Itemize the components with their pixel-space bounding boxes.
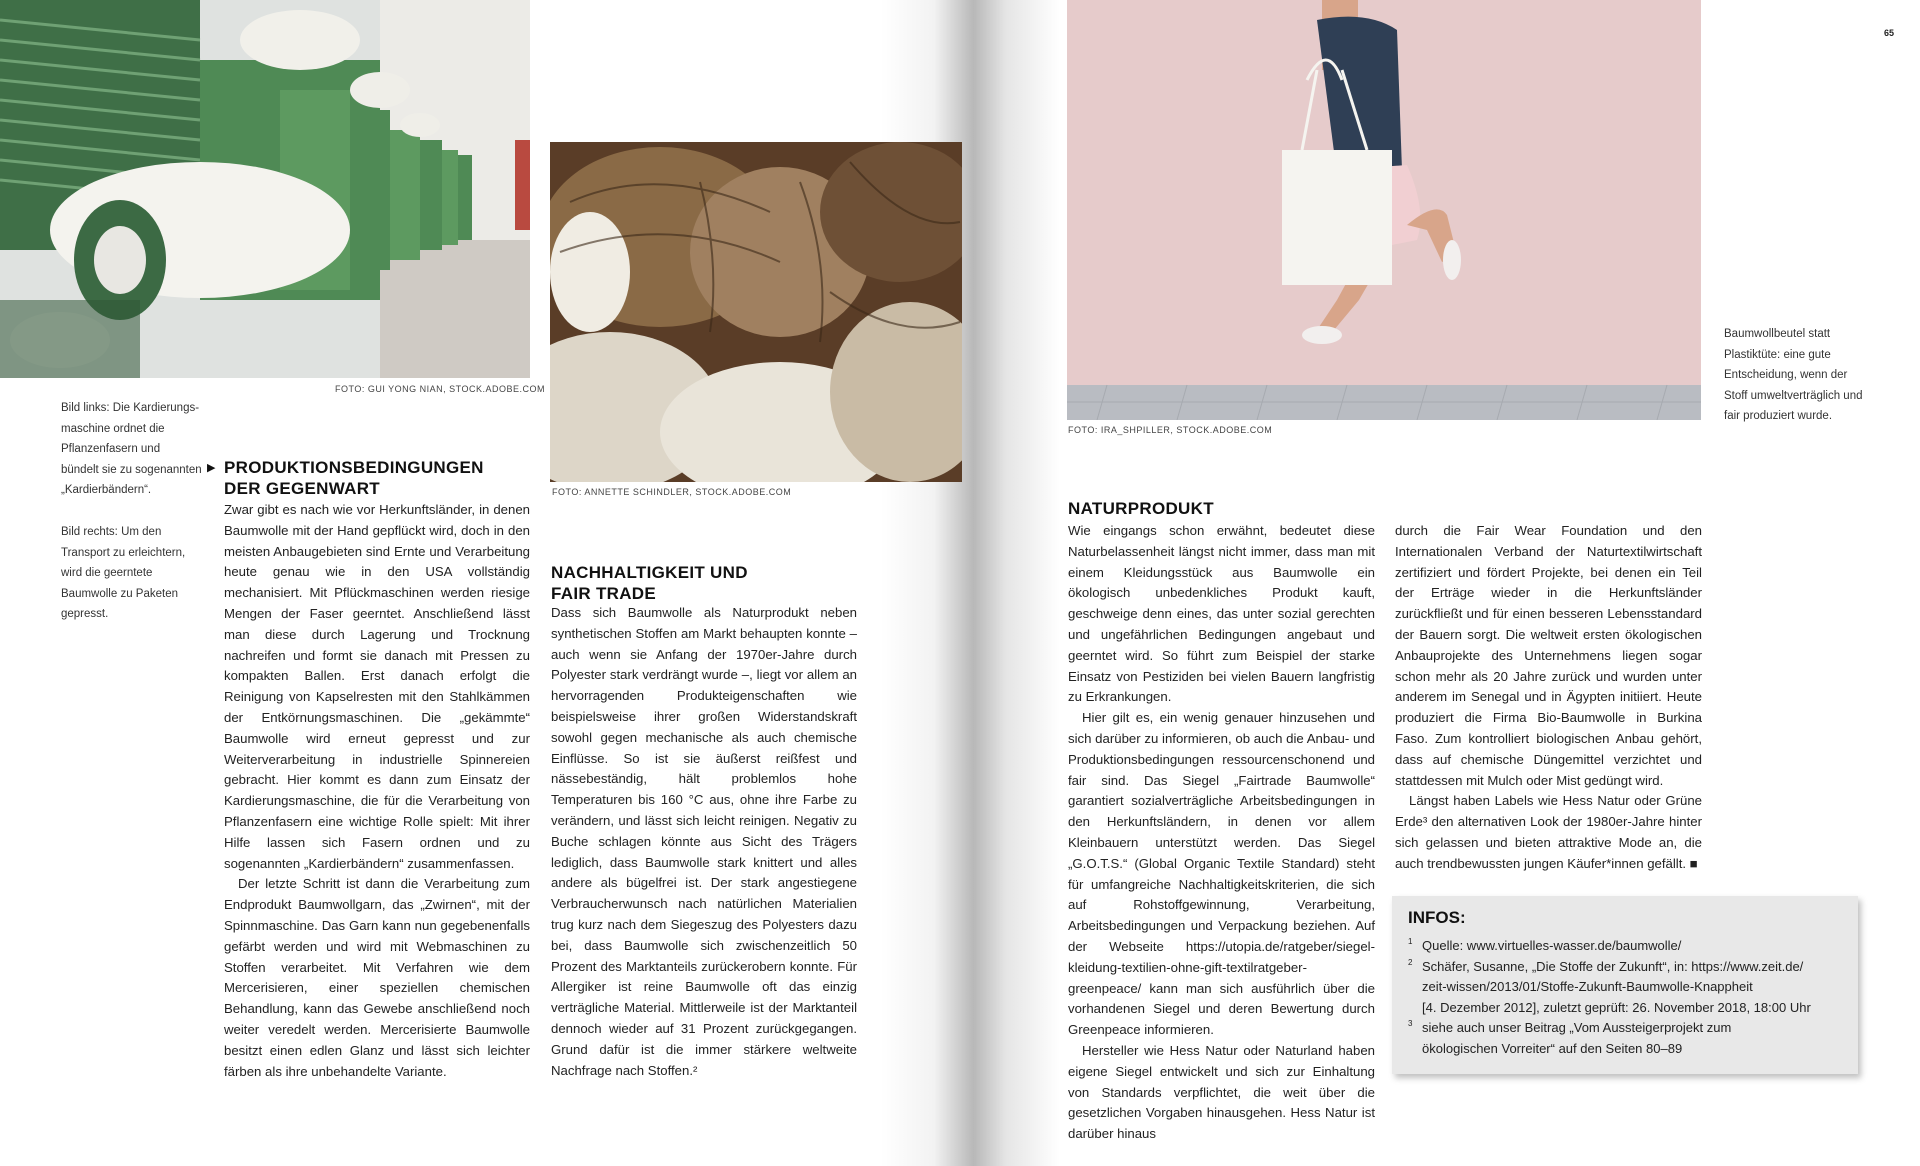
caption-line: bündelt sie zu sogenannten bbox=[61, 463, 202, 476]
paragraph: Der letzte Schritt ist dann die Verarbeitung zum Endprodukt Baumwollgarn, das „Zwirnen“, mit der Spinnmaschine. Das Garn kann nun gegebenenfalls gefärbt werden und wird mit Webmaschinen zu Stoffen verarbeitet. Mit Verfahren wie dem Mercerisieren, einer speziellen chemischen Behandlung, kann das Gewebe anschließend noch weiter veredelt werden. Mercerisierte Baumwolle besitzt einen edlen Glanz und lässt sich leichter färben als ihre unbehandelte Variante. bbox=[224, 876, 530, 1079]
caption-line: gepresst. bbox=[61, 608, 109, 620]
caption-tote-bag bbox=[1724, 324, 1904, 427]
paragraph: Zwar gibt es nach wie vor Herkunftsländer, in denen Baumwolle mit der Hand gepflückt wird, doch in den meisten Anbaugebieten sind Ernte und Verarbeitung heute genau wie in den USA vollständig mechanisiert. Mit Pflückmaschinen werden riesige Mengen der Faser geerntet. Anschließend lässt man diese durch Lagerung und Trocknung nachreifen und formt sie danach mit Pressen zu kompakten Ballen. Erst danach erfolgt die Reinigung von Kapselresten mit den Stahlkämmen der Entkörnungsmaschinen. Die „gekämmte“ Baumwolle wird erneut gepresst und zur Weiterverarbeitung in industrielle Spinnereien gebracht. Hier kommt es dann zum Einsatz der Kardierungsmaschine, die für die Verarbeitung von Pflanzenfasern eine wichtige Rolle spielt: Mit ihrer Hilfe lassen sich Fasern ordnen und zu sogenannten „Kardierbändern“ zusammenfassen. bbox=[224, 502, 530, 871]
infos-line: ökologischen Vorreiter“ auf den Seiten 80–89 bbox=[1422, 1040, 1683, 1056]
caption-line: Bild rechts: Um den bbox=[61, 526, 162, 538]
caption-line: Entscheidung, wenn der bbox=[1724, 369, 1848, 381]
page-number: 65 bbox=[1884, 28, 1895, 38]
infos-line: siehe auch unser Beitrag „Vom Aussteigerprojekt zum bbox=[1422, 1020, 1732, 1035]
caption-line: „Kardierbändern“. bbox=[61, 484, 152, 496]
section1-heading bbox=[224, 457, 544, 499]
heading-line: FAIR TRADE bbox=[551, 584, 656, 603]
infos-line: [4. Dezember 2012], zuletzt geprüft: 26. November 2018, 18:00 Uhr bbox=[1422, 999, 1811, 1015]
section3-heading: NATURPRODUKT bbox=[1068, 499, 1214, 518]
caption-line: Baumwollbeutel statt bbox=[1724, 328, 1831, 340]
infos-box bbox=[1392, 896, 1858, 1074]
section3-col1 bbox=[1068, 521, 1375, 1145]
carding-machine-photo bbox=[0, 0, 530, 378]
paragraph: durch die Fair Wear Foundation und den Internationalen Verband der Naturtextilwirtschaft zertifiziert und fördert Projekte, bei denen ein Teil der Erträge wieder in die Herkunftsländer zurückfließt und für einen besseren Lebensstandard der Bauern sorgt. Die weltweit ersten ökologischen Anbauprojekte des Unternehmens liegen sogar schon mehr als 20 Jahre zurück und wurden unter anderem im Senegal und in Ägypten initiiert. Heute produziert die Firma Bio-Baumwolle in Burkina Faso. Zum kontrolliert biologischen Anbau gehört, dass auf chemische Düngemittel verzichtet und stattdessen mit Mulch oder Mist gedüngt wird. bbox=[1395, 523, 1702, 788]
paragraph: Hersteller wie Hess Natur oder Naturland haben eigene Siegel entwickelt und sich zur Einhaltung von Standards verpflichtet, die weit über die gesetzlichen Vorgaben hinausgehen. Hess Natur ist darüber hinaus bbox=[1068, 1042, 1375, 1142]
paragraph: Wie eingangs schon erwähnt, bedeutet diese Naturbelassenheit längst nicht immer, dass man mit einem Kleidungsstück aus Baumwolle ein ökologisch unbedenkliches Produkt kauft, geschweige denn eines, das unter sozial gerechten und ungefährlichen Bedingungen angebaut und geerntet wird. So führt zum Beispiel der starke Einsatz von Pestiziden bei vielen Bauern langfristig zu Erkrankungen. bbox=[1068, 523, 1375, 705]
paragraph: Längst haben Labels wie Hess Natur oder Grüne Erde³ den alternativen Look der 1980er-Jahre hinter sich gelassen und bieten attraktive Mode an, die auch trendbewussten jungen Käufer*innen gefällt. ■ bbox=[1395, 793, 1702, 871]
caption-line: fair produziert wurde. bbox=[1724, 410, 1833, 422]
caption-line: Baumwolle zu Paketen bbox=[61, 587, 178, 600]
infos-line: Quelle: www.virtuelles-wasser.de/baumwolle/ bbox=[1422, 938, 1682, 953]
caption-left-image bbox=[61, 398, 211, 501]
footnote-number: 3 bbox=[1408, 1019, 1413, 1028]
caption-line: Stoff umweltverträglich und bbox=[1724, 389, 1863, 402]
caption-line: Pflanzenfasern und bbox=[61, 443, 161, 455]
section2-body bbox=[551, 603, 857, 1081]
footnote-number: 2 bbox=[1408, 957, 1413, 967]
footnote-number: 1 bbox=[1408, 937, 1413, 946]
paragraph: Dass sich Baumwolle als Naturprodukt neben synthetischen Stoffen am Markt behaupten konnte – auch wenn sie Anfang der 1970er-Jahre durch Polyester stark verdrängt wurde –, liegt vor allem an hervorragenden Produkteigenschaften wie beispielsweise ihrer großen Widerstandskraft sowohl gegen mechanische als auch chemische Einflüsse. So ist sie äußerst reißfest und nässebeständig, hält problemlos hohe Temperaturen bis 160 °C aus, ohne ihre Farbe zu verändern, und lässt sich leicht reinigen. Negativ zu Buche schlagen könnte aus Sicht des Trägers lediglich, dass Baumwolle stark knittert und alles andere als bügelfrei ist. Der stark angestiegene Verbraucherwunsch nach natürlichen Materialien trug kurz nach dem Siegeszug des Polyesters dazu bei, dass Baumwolle sich zwischenzeitlich 50 Prozent des Marktanteils zurückerobern konnte. Für Allergiker ist reine Baumwolle oft das einzig verträgliche Material. Mittlerweile ist der Marktanteil dennoch wieder auf 31 Prozent zurückgegangen. Grund dafür ist die immer stärkere weltweite Nachfrage nach Stoffen.² bbox=[551, 605, 857, 1078]
heading-line: PRODUKTIONSBEDINGUNGEN bbox=[224, 458, 484, 477]
section2-heading bbox=[551, 562, 871, 604]
infos-line: zeit-wissen/2013/01/Stoffe-Zukunft-Baumwolle-Knappheit bbox=[1422, 979, 1753, 994]
caption-line: wird die geerntete bbox=[61, 567, 153, 579]
infos-item bbox=[1408, 1018, 1848, 1059]
infos-title: INFOS: bbox=[1408, 908, 1466, 927]
photo1-credit: FOTO: GUI YONG NIAN, STOCK.ADOBE.COM bbox=[335, 384, 546, 394]
caption-line: Plastiktüte: eine gute bbox=[1724, 348, 1831, 361]
caption-line: Transport zu erleichtern, bbox=[61, 546, 186, 559]
infos-line: Schäfer, Susanne, „Die Stoffe der Zukunft“, in: https://www.zeit.de/ bbox=[1422, 958, 1804, 974]
infos-item bbox=[1408, 936, 1848, 957]
caption-right-image bbox=[61, 522, 211, 625]
caption-line: Bild links: Die Kardierungs- bbox=[61, 402, 200, 414]
heading-line: DER GEGENWART bbox=[224, 479, 380, 498]
section1-body bbox=[224, 500, 530, 1082]
infos-item bbox=[1408, 957, 1848, 1019]
paragraph: Hier gilt es, ein wenig genauer hinzusehen und sich darüber zu informieren, ob auch die Anbau- und Produktionsbedingungen ressourcenschonend und fair sind. Das Siegel „Fairtrade Baumwolle“ garantiert sozialverträgliche Arbeitsbedingungen in den Herkunftsländern, in denen vor allem Kleinbauern unterstützt werden. Das Siegel „G.O.T.S.“ (Global Organic Textile Standard) steht für umfangreiche Nachhaltigkeitskriterien, die sich auf Rohstoffgewinnung, Verarbeitung, Arbeitsbedingungen und Verpackung beziehen. Auf der Webseite https://utopia.de/ratgeber/siegel-kleidung-textilien-ohne-gift-textilratgeber-greenpeace/ kann man sich ausführlich über die vorhandenen Siegel und deren Bewertung durch Greenpeace informieren. bbox=[1068, 710, 1375, 1038]
section3-col2 bbox=[1395, 521, 1702, 875]
heading-line: NACHHALTIGKEIT UND bbox=[551, 563, 748, 582]
infos-list bbox=[1408, 936, 1848, 1059]
tote-bag-photo bbox=[1067, 0, 1701, 420]
photo3-credit: FOTO: IRA_SHPILLER, STOCK.ADOBE.COM bbox=[1068, 425, 1273, 435]
caption-line: maschine ordnet die bbox=[61, 422, 165, 435]
photo2-credit: FOTO: ANNETTE SCHINDLER, STOCK.ADOBE.COM bbox=[552, 487, 792, 497]
section-marker-icon: ▶ bbox=[207, 462, 216, 474]
cotton-bales-photo bbox=[550, 142, 962, 482]
